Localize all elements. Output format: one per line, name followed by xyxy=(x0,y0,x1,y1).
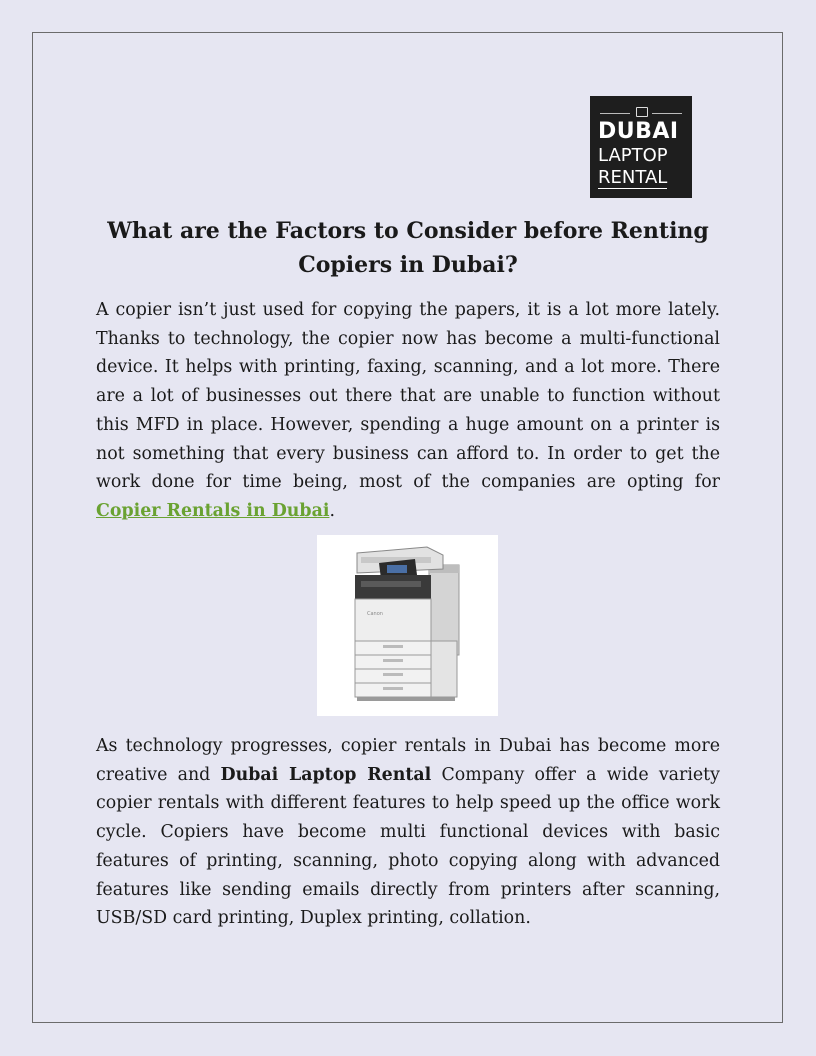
intro-paragraph: A copier isn’t just used for copying the papers, it is a lot more lately. Thanks to technology, the copier now has become a multi-functional device. It helps with printing, faxing, scanning, and a lot more. There are a lot of businesses out there that are unable to function without this MFD in place. However, spending a huge amount on a printer is not something that every business can afford to. In order to get the work done for time being, most of the companies are opting for Copier Rentals in Dubai. xyxy=(96,300,720,521)
copier-rentals-link[interactable]: Copier Rentals in Dubai xyxy=(96,500,330,521)
laptop-icon xyxy=(636,107,648,117)
page-title: What are the Factors to Consider before Renting Copiers in Dubai? xyxy=(107,218,709,278)
copier-machine-photo xyxy=(317,535,498,716)
dubai-laptop-rental-logo xyxy=(590,96,692,198)
features-paragraph: As technology progresses, copier rentals in Dubai has become more creative and Dubai Laptop Rental Company offer a wide variety copier rentals with different features to help speed up the office work cycle. Copiers have become multi functional devices with basic features of printing, scanning, photo copying along with advanced features like sending emails directly from printers after scanning, USB/SD card printing, Duplex printing, collation. xyxy=(96,736,720,929)
brand-label: Canon xyxy=(367,611,383,617)
logo-line-1: DUBAI xyxy=(598,119,679,144)
logo-line-3: RENTAL xyxy=(598,167,668,188)
company-name: Dubai Laptop Rental xyxy=(220,764,432,785)
logo-line-2: LAPTOP xyxy=(598,145,668,166)
